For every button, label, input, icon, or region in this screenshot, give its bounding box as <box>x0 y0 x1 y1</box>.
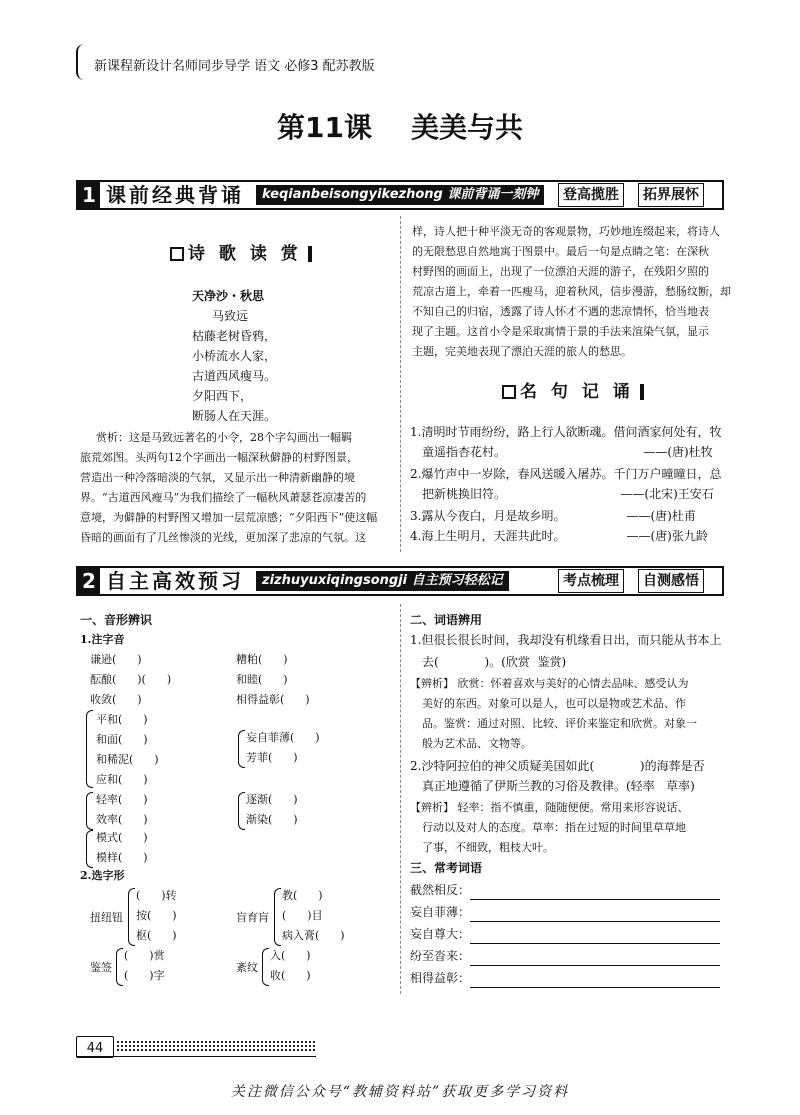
usage-line: 般为艺术品、文物等。 <box>422 737 532 750</box>
usage-line: 了事，不细致，粗枝大叶。 <box>422 841 554 854</box>
usage-line: 1.但很长很长时间，我却没有机缘看日出，而只能从书本上 <box>410 633 722 647</box>
footer-note: 关注微信公众号“教辅资料站”获取更多学习资料 <box>230 1084 570 1100</box>
answer-line[interactable] <box>470 951 720 966</box>
pron-item: 轻率( ) <box>96 793 148 806</box>
pron-item: 渐染( ) <box>246 813 298 826</box>
poem-line: 古道西风瘦马。 <box>192 369 277 383</box>
left-brace-icon <box>86 792 93 830</box>
phrase-label: 截然相反： <box>410 883 471 897</box>
phrase-row <box>410 946 720 966</box>
left-brace-icon <box>128 888 135 946</box>
lesson-title: 第11课 美美与共 <box>277 111 523 144</box>
pron-item: 糟粕( ) <box>236 653 288 666</box>
quotes-heading: 名 句 记 诵 <box>502 380 644 404</box>
appreciation-right-line: 不知自己的归宿，透露了诗人怀才不遇的悲凉情怀，恰当地表 <box>412 305 709 318</box>
appreciation-line: 意境，为僻静的村野图又增加一层荒凉感；“夕阳西下”使这幅 <box>80 511 378 524</box>
poem-line: 小桥流水人家， <box>192 349 277 363</box>
bar-icon <box>308 246 312 262</box>
char-item: ( )转 <box>136 889 177 902</box>
square-icon <box>502 385 516 399</box>
q2-heading: 2.选字形 <box>80 869 125 882</box>
appreciation-line: 旅荒郊图。头两句12个字画出一幅深秋僻静的村野图景， <box>80 451 358 464</box>
char-item: ( )赏 <box>124 949 165 962</box>
section1-number: 1 <box>78 182 100 208</box>
phrase-label: 纷至沓来： <box>410 949 471 963</box>
char-group-label: 扭纽钮 <box>90 911 123 924</box>
char-item: ( )目 <box>282 909 323 922</box>
char-item: ( )字 <box>124 969 165 982</box>
appreciation-right-line: 荒凉古道上，牵着一匹瘦马，迎着秋风，信步漫游，愁肠纹断，却 <box>412 285 731 298</box>
pron-item: 收敛( ) <box>90 693 142 706</box>
usage-line: 美好的东西。对象可以是人，也可以是物或艺术品、作 <box>422 697 686 710</box>
pron-item: 芳菲( ) <box>246 751 298 764</box>
section2-title: 自主高效预习 <box>106 569 244 593</box>
appreciation-right-line: 主题，完美地表现了漂泊天涯的旅人的愁思。 <box>412 345 632 358</box>
phrase-label: 相得益彰： <box>410 971 471 985</box>
q1-heading: 1.注字音 <box>80 633 125 646</box>
poem-line: 断肠人在天涯。 <box>192 409 277 423</box>
answer-line[interactable] <box>470 885 720 900</box>
part3-heading: 三、常考词语 <box>410 861 483 875</box>
appreciation-right-line: 现了主题。这首小令是采取寓情于景的手法来渲染气氛，显示 <box>412 325 709 338</box>
poem-line: 夕阳西下， <box>192 389 253 403</box>
pron-item: 和睦( ) <box>236 673 288 686</box>
answer-line[interactable] <box>470 929 720 944</box>
section1-pinyin: keqianbeisongyikezhong 课前背诵一刻钟 <box>256 185 544 205</box>
section2-number: 2 <box>78 568 100 594</box>
phrase-row <box>410 968 720 988</box>
pron-item: 模样( ) <box>96 851 148 864</box>
section1-tag-1: 登高揽胜 <box>558 183 624 207</box>
section2-divider <box>400 604 401 994</box>
footer-rule <box>76 1056 316 1057</box>
usage-line: 【辨析】 欣赏：怀着喜欢与美好的心情去品味、感受认为 <box>410 677 689 690</box>
char-item: 枢( ) <box>136 929 177 942</box>
left-brace-icon <box>238 730 245 768</box>
char-item: 病入膏( ) <box>282 929 345 942</box>
usage-line: 品。鉴赏：通过对照、比较、评价来鉴定和欣赏。对象一 <box>422 717 697 730</box>
pron-item: 酝酿( )( ) <box>90 673 172 686</box>
appreciation-right-line: 样，诗人把十种平淡无奇的客观景物，巧妙地连缀起来，将诗人 <box>412 225 720 238</box>
char-item: 教( ) <box>282 889 323 902</box>
appreciation-line: 赏析：这是马致远著名的小令，28个字勾画出一幅羁 <box>96 431 352 444</box>
pron-item: 模式( ) <box>96 831 148 844</box>
quote-line: 3.露从今夜白，月是故乡明。 ——(唐)杜甫 <box>410 509 696 523</box>
usage-line: 行动以及对人的态度。草率：指在过短的时间里草草地 <box>422 821 686 834</box>
header-bracket <box>76 44 86 80</box>
bar-icon <box>640 384 644 400</box>
char-item: 收( ) <box>270 969 311 982</box>
char-group-label: 紊纹 <box>236 961 258 974</box>
section1-bar <box>76 180 724 210</box>
poem-heading: 诗 歌 读 赏 <box>170 242 312 266</box>
section2-bar <box>76 566 724 596</box>
page-number: 44 <box>86 1041 104 1056</box>
poem-author: 马致远 <box>212 309 249 323</box>
page-number-box <box>76 1036 114 1058</box>
appreciation-line: 界。“古道西风瘦马”为我们描绘了一幅秋风萧瑟苍凉凄苦的 <box>80 491 367 504</box>
usage-line: 【辨析】 轻率：指不慎重，随随便便。常用来形容说话、 <box>410 801 689 814</box>
left-brace-icon <box>86 830 93 868</box>
quote-line: 2.爆竹声中一岁除，春风送暖入屠苏。千门万户曈曈日，总 <box>410 467 722 481</box>
appreciation-right-line: 村野图的画面上，出现了一位漂泊天涯的游子，在残阳夕照的 <box>412 265 709 278</box>
quote-line: 1.清明时节雨纷纷，路上行人欲断魂。借问酒家何处有，牧 <box>410 425 722 439</box>
phrase-row <box>410 902 720 922</box>
answer-line[interactable] <box>470 973 720 988</box>
pron-item: 平和( ) <box>96 713 148 726</box>
footer-dots <box>116 1040 316 1052</box>
phrase-label: 妄自菲薄： <box>410 905 471 919</box>
quote-line: 童遥指杏花村。 ——(唐)杜牧 <box>422 445 713 459</box>
pron-item: 和稀泥( ) <box>96 753 159 766</box>
quote-line: 把新桃换旧符。 ——(北宋)王安石 <box>422 487 714 501</box>
phrase-row <box>410 880 720 900</box>
part2-heading: 二、词语辨用 <box>410 613 483 627</box>
left-brace-icon <box>274 888 281 946</box>
poem-line: 枯藤老树昏鸦， <box>192 329 277 343</box>
left-brace-icon <box>86 710 93 788</box>
left-brace-icon <box>116 948 123 986</box>
section2-tag-2: 自测感悟 <box>638 569 704 593</box>
poem-title: 天净沙・秋思 <box>192 289 265 303</box>
part1-heading: 一、音形辨识 <box>80 613 153 627</box>
usage-line: 去( )。(欣赏 鉴赏) <box>422 655 567 669</box>
pron-item: 逐渐( ) <box>246 793 298 806</box>
char-item: 按( ) <box>136 909 177 922</box>
appreciation-right-line: 的无限愁思自然地寓于图景中。最后一句是点睛之笔：在深秋 <box>412 245 709 258</box>
left-brace-icon <box>238 792 245 830</box>
appreciation-line: 昏暗的画面有了几丝惨淡的光线，更加深了悲凉的气氛。这 <box>80 531 366 544</box>
section2-pinyin: zizhuyuxiqingsongji 自主预习轻松记 <box>256 571 509 591</box>
phrase-label: 妄自尊大： <box>410 927 471 941</box>
pron-item: 妄自菲薄( ) <box>246 731 320 744</box>
header-text: 新课程新设计名师同步导学 语文 必修3 配苏教版 <box>94 59 375 74</box>
pron-item: 相得益彰( ) <box>236 693 310 706</box>
section2-tag-1: 考点梳理 <box>558 569 624 593</box>
answer-line[interactable] <box>470 907 720 922</box>
left-brace-icon <box>262 948 269 986</box>
section1-tag-2: 拓界展怀 <box>638 183 704 207</box>
pron-item: 应和( ) <box>96 773 148 786</box>
section1-title: 课前经典背诵 <box>106 183 244 207</box>
usage-line: 2.沙特阿拉伯的神父质疑美国如此( )的海葬是否 <box>410 759 705 773</box>
char-group-label: 鉴签 <box>90 961 112 974</box>
appreciation-line: 营造出一种冷落暗淡的气氛，又显示出一种清新幽静的境 <box>80 471 355 484</box>
quote-line: 4.海上生明月，天涯共此时。 ——(唐)张九龄 <box>410 529 708 543</box>
section1-divider <box>400 216 401 552</box>
square-icon <box>170 247 184 261</box>
char-group-label: 盲育肓 <box>236 911 269 924</box>
phrase-row <box>410 924 720 944</box>
pron-item: 谦逊( ) <box>90 653 142 666</box>
char-item: 入( ) <box>270 949 311 962</box>
pron-item: 效率( ) <box>96 813 148 826</box>
usage-line: 真正地遵循了伊斯兰教的习俗及教律。(轻率 草率) <box>422 779 695 793</box>
pron-item: 和面( ) <box>96 733 148 746</box>
